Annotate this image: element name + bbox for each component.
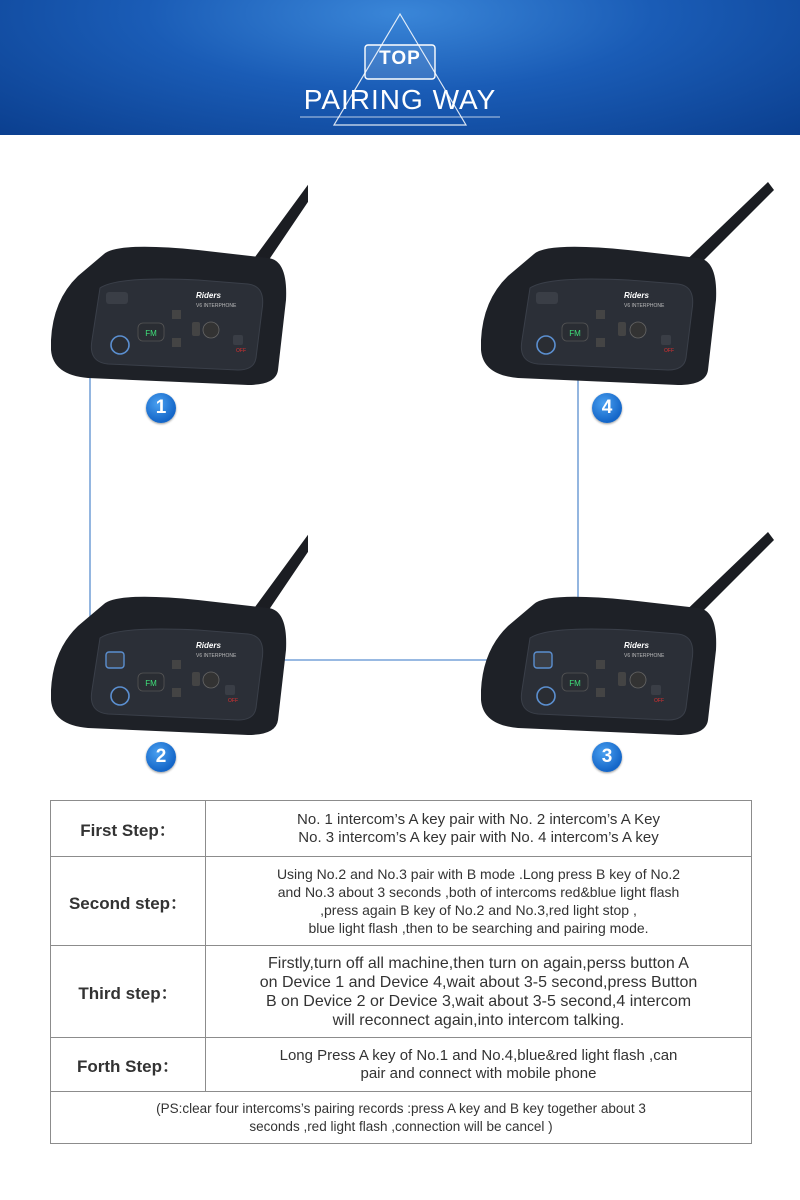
step-row-2 [51,857,752,946]
svg-text:V6 INTERPHONE: V6 INTERPHONE [624,303,665,309]
step-4-line-2: pair and connect with mobile phone [360,1064,597,1082]
svg-text:OFF: OFF [654,698,664,704]
step-3-line-2: on Device 1 and Device 4,wait about 3-5 second,press Button [259,973,698,991]
step-2-line-4: blue light flash ,then to be searching and pairing mode. [308,920,649,936]
step-content-1 [206,801,752,857]
intercom-device-1 [48,180,308,390]
device-number-4: 4 [592,393,622,423]
step-label-2: Second step： [51,857,206,946]
svg-text:Riders: Riders [624,291,649,300]
step-1-line-2: No. 3 intercom’s A key pair with No. 4 intercom’s A key [298,828,659,846]
step-content-4 [206,1038,752,1092]
device-number-3: 3 [592,742,622,772]
device-number-2: 2 [146,742,176,772]
note-row [51,1092,752,1144]
step-label-4: Forth Step： [51,1038,206,1092]
step-3-line-3: B on Device 2 or Device 3,wait about 3-5 second,4 intercom [265,992,692,1010]
steps-table [50,800,752,1144]
note-line-2: seconds ,red light flash ,connection will be cancel ) [249,1118,553,1134]
step-4-line-1: Long Press A key of No.1 and No.4,blue&red light flash ,can [279,1046,678,1064]
note-line-1: (PS:clear four intercoms’s pairing records :press A key and B key together about 3 [156,1100,646,1116]
step-2-line-3: ,press again B key of No.2 and No.3,red light stop , [320,902,637,918]
step-2-line-2: and No.3 about 3 seconds ,both of intercoms red&blue light flash [277,884,680,900]
reset-note [51,1092,752,1144]
intercom-device-4 [478,180,778,390]
svg-text:V6 INTERPHONE: V6 INTERPHONE [196,653,237,659]
intercom-device-2 [48,530,308,740]
step-3-line-1: Firstly,turn off all machine,then turn on again,perss button A [268,954,689,972]
step-label-1: First Step： [51,801,206,857]
step-content-3 [206,946,752,1038]
svg-text:FM: FM [145,329,157,338]
step-content-2 [206,857,752,946]
svg-text:Riders: Riders [196,641,221,650]
svg-text:V6 INTERPHONE: V6 INTERPHONE [624,653,665,659]
svg-text:FM: FM [569,679,581,688]
step-row-1 [51,801,752,857]
svg-text:Riders: Riders [196,291,221,300]
svg-text:OFF: OFF [228,698,238,704]
step-row-3 [51,946,752,1038]
svg-text:V6 INTERPHONE: V6 INTERPHONE [196,303,237,309]
intercom-device-3 [478,530,778,740]
svg-text:Riders: Riders [624,641,649,650]
svg-text:OFF: OFF [236,348,246,354]
step-label-3: Third step： [51,946,206,1038]
step-1-line-1: No. 1 intercom’s A key pair with No. 2 intercom’s A Key [297,810,660,828]
svg-text:FM: FM [145,679,157,688]
step-row-4 [51,1038,752,1092]
step-2-line-1: Using No.2 and No.3 pair with B mode .Long press B key of No.2 [276,866,681,882]
svg-text:FM: FM [569,329,581,338]
svg-text:OFF: OFF [664,348,674,354]
device-number-1: 1 [146,393,176,423]
top-label: TOP [379,48,421,69]
page-title: PAIRING WAY [303,84,497,115]
step-3-line-4: will reconnect again,into intercom talking. [332,1011,625,1029]
